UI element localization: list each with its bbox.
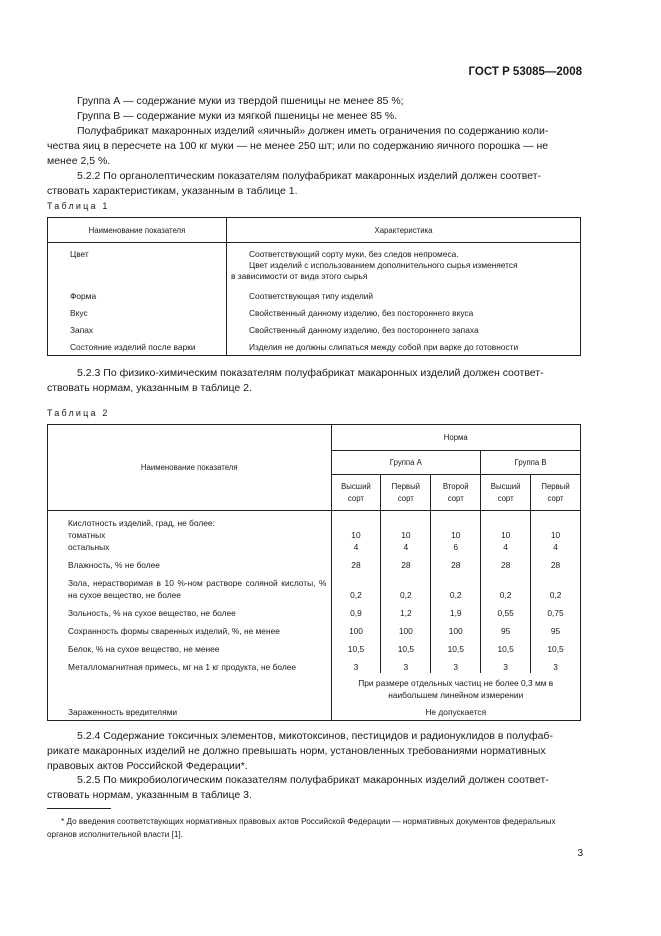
table1-header-characteristic: Характеристика [227, 218, 581, 243]
table2-caption: Таблица 2 [47, 408, 110, 418]
table2-header-group-b: Группа В [481, 451, 581, 475]
table2-value-cell [431, 511, 481, 530]
group-b-text: Группа В — содержание муки из мягкой пшеницы не менее 85 %. [77, 110, 398, 122]
table2-value-cell: 10,5 [431, 637, 481, 655]
table2-row-name: Влажность, % не более [48, 553, 332, 571]
grade-header: Высший сорт [331, 475, 381, 511]
table-row [48, 655, 581, 673]
clause-525-line1: 5.2.5 По микробиологическим показателям полуфабрикат макаронных изделий должен соответ- [77, 774, 549, 786]
table2-value-cell: 0,9 [331, 601, 381, 619]
table-row [48, 318, 581, 335]
table2-value-cell: 100 [381, 619, 431, 637]
grade-header: Первый сорт [531, 475, 581, 511]
clause-525-line2: ствовать нормам, указанным в таблице 3. [47, 789, 252, 801]
table2-value-cell: 28 [481, 553, 531, 571]
table2-value-cell: 4 [531, 541, 581, 553]
table-row [48, 673, 581, 701]
clause-524-line1: 5.2.4 Содержание токсичных элементов, микотоксинов, пестицидов и радионуклидов в полуфаб- [77, 730, 553, 742]
document-id: ГОСТ Р 53085—2008 [468, 66, 582, 78]
table1-row-value: Изделия не должны слипаться между собой при варке до готовности [227, 335, 581, 356]
table-row [48, 637, 581, 655]
table2-value-cell: 0,2 [381, 571, 431, 601]
organoleptic-table [47, 217, 581, 356]
pest-value: Не допускается [331, 701, 581, 721]
table2-value-cell: 0,2 [331, 571, 381, 601]
table-row [48, 529, 581, 541]
footnote-divider [47, 808, 111, 809]
table-row [48, 601, 581, 619]
group-a-text: Группа А — содержание муки из твердой пшеницы не менее 85 %; [77, 95, 404, 107]
table-row [48, 701, 581, 721]
table2-value-cell: 0,55 [481, 601, 531, 619]
table2-value-cell: 3 [481, 655, 531, 673]
table2-value-cell: 3 [331, 655, 381, 673]
table-row [48, 282, 581, 301]
table2-header-name: Наименование показателя [48, 425, 332, 511]
footnote: * До введения соответствующих нормативных правовых актов Российской Федерации — нормативных документов федеральных органов исполнительной власти [1]. [47, 817, 556, 839]
clause-524-line3: правовых актов Российской Федерации*. [47, 760, 248, 772]
table2-value-cell: 0,75 [531, 601, 581, 619]
table2-value-cell: 100 [431, 619, 481, 637]
table2-row-name: Кислотность изделий, град, не более: [48, 511, 332, 530]
table2-value-cell [331, 511, 381, 530]
table2-value-cell: 3 [531, 655, 581, 673]
table2-row-name: Зола, нерастворимая в 10 %-ном растворе соляной кислоты, % на сухое вещество, не более [48, 571, 332, 601]
table2-value-cell: 4 [381, 541, 431, 553]
table2-value-cell: 1,9 [431, 601, 481, 619]
table-row [48, 301, 581, 318]
table2-value-cell [381, 511, 431, 530]
table2-value-cell: 10 [531, 529, 581, 541]
table1-row-value: Соответствующая типу изделий [227, 282, 581, 301]
table2-value-cell: 28 [431, 553, 481, 571]
table2-value-cell: 10 [331, 529, 381, 541]
table2-value-cell: 28 [531, 553, 581, 571]
table2-empty-cell [48, 673, 332, 701]
table1-row-name: Цвет [48, 243, 227, 283]
table2-value-cell: 3 [431, 655, 481, 673]
table2-row-name: остальных [48, 541, 332, 553]
table2-value-cell: 10 [381, 529, 431, 541]
table2-row-name: томатных [48, 529, 332, 541]
table1-caption: Таблица 1 [47, 201, 110, 211]
table2-header-group-a: Группа А [331, 451, 481, 475]
table1-row-value: Свойственный данному изделию, без постороннего запаха [227, 318, 581, 335]
table2-row-name: Сохранность формы сваренных изделий, %, не менее [48, 619, 332, 637]
table-row [48, 553, 581, 571]
table-row [48, 541, 581, 553]
table2-row-name: Зараженность вредителями [48, 701, 332, 721]
table2-value-cell: 0,2 [431, 571, 481, 601]
table-row [48, 335, 581, 356]
table2-row-name: Металломагнитная примесь, мг на 1 кг продукта, не более [48, 655, 332, 673]
page-number: 3 [577, 848, 583, 859]
table1-header-name: Наименование показателя [48, 218, 227, 243]
physchem-table [47, 424, 581, 721]
table1-row-value: Соответствующий сорту муки, без следов непромеса. [249, 249, 459, 259]
table-row [48, 243, 581, 283]
table2-value-cell: 4 [331, 541, 381, 553]
table2-value-cell [481, 511, 531, 530]
grade-header: Первый сорт [381, 475, 431, 511]
table2-value-cell: 1,2 [381, 601, 431, 619]
table2-value-cell: 10,5 [531, 637, 581, 655]
table2-value-cell: 10 [481, 529, 531, 541]
table2-value-cell: 0,2 [531, 571, 581, 601]
table2-value-cell: 10,5 [381, 637, 431, 655]
table2-value-cell: 28 [381, 553, 431, 571]
table2-value-cell: 95 [531, 619, 581, 637]
clause-523-line2: ствовать нормам, указанным в таблице 2. [47, 382, 252, 394]
table-row [48, 571, 581, 601]
grade-header: Второй сорт [431, 475, 481, 511]
table2-value-cell: 3 [381, 655, 431, 673]
table1-row-name: Форма [48, 282, 227, 301]
table1-row-value: Свойственный данному изделию, без постороннего вкуса [227, 301, 581, 318]
table2-value-cell [531, 511, 581, 530]
table2-row-name: Зольность, % на сухое вещество, не более [48, 601, 332, 619]
table-row [48, 619, 581, 637]
table1-row-value: в зависимости от вида этого сырья [231, 271, 368, 281]
table1-row-value: Цвет изделий с использованием дополнительного сырья изменяется [249, 260, 518, 270]
table2-value-cell: 100 [331, 619, 381, 637]
table1-row-name: Состояние изделий после варки [48, 335, 227, 356]
clause-523-line1: 5.2.3 По физико-химическим показателям полуфабрикат макаронных изделий должен соответ- [77, 367, 544, 379]
table2-value-cell: 95 [481, 619, 531, 637]
egg-paragraph-line1: Полуфабрикат макаронных изделий «яичный» должен иметь ограничения по содержанию коли- [77, 125, 549, 137]
table2-value-cell: 4 [481, 541, 531, 553]
table1-row-name: Запах [48, 318, 227, 335]
grade-header: Высший сорт [481, 475, 531, 511]
table2-value-cell: 10,5 [481, 637, 531, 655]
table2-value-cell: 10 [431, 529, 481, 541]
table2-header-norm: Норма [331, 425, 581, 451]
egg-paragraph-line3: менее 2,5 %. [47, 155, 111, 167]
table2-value-cell: 28 [331, 553, 381, 571]
table2-row-name: Белок, % на сухое вещество, не менее [48, 637, 332, 655]
clause-522-line2: ствовать характеристикам, указанным в таблице 1. [47, 185, 298, 197]
clause-522-line1: 5.2.2 По органолептическим показателям полуфабрикат макаронных изделий должен соответ- [77, 170, 541, 182]
egg-paragraph-line2: чества яиц в пересчете на 100 кг муки — не менее 250 шт; или по содержанию яичного порошка — не [47, 140, 549, 152]
table2-value-cell: 6 [431, 541, 481, 553]
table1-row-name: Вкус [48, 301, 227, 318]
particle-size-note: При размере отдельных частиц не более 0,3 мм в наибольшем линейном измерении [331, 673, 581, 701]
table2-value-cell: 10,5 [331, 637, 381, 655]
clause-524-line2: рикате макаронных изделий не должно превышать норм, установленных требованиями нормативных [47, 745, 546, 757]
table-row [48, 511, 581, 530]
table2-value-cell: 0,2 [481, 571, 531, 601]
